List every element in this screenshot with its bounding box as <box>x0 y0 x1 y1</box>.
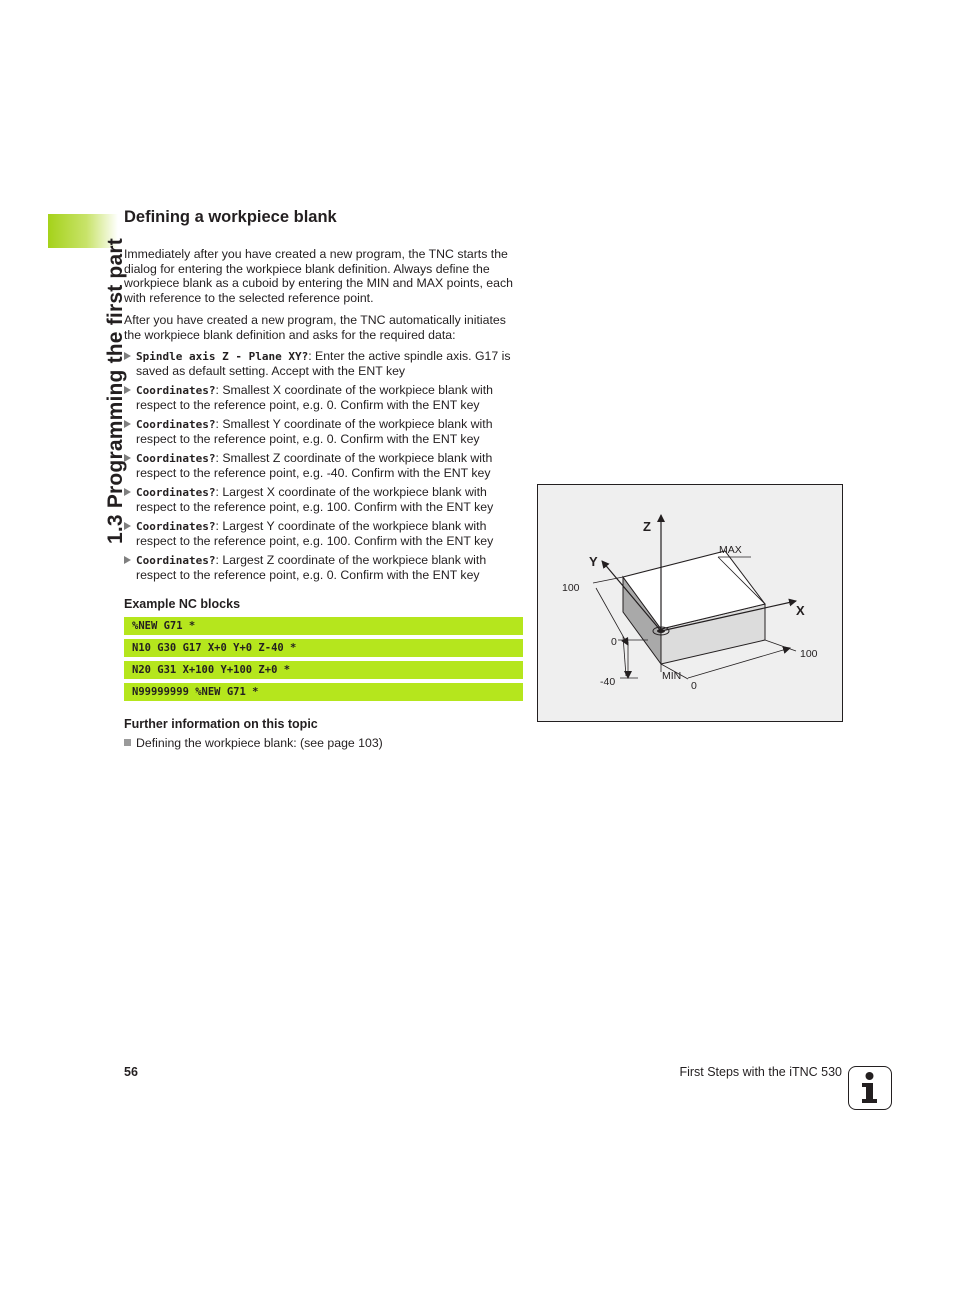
triangle-right-icon <box>124 454 131 462</box>
list-item <box>124 383 524 412</box>
intro-paragraph: Immediately after you have created a new program, the TNC starts the dialog for entering the workpiece blank definition. Always define the workpiece blank as a cuboid by entering the MIN and MAX points, each with reference to the selected reference point. <box>124 247 513 305</box>
x-0-label: 0 <box>691 680 697 692</box>
step-list <box>124 349 524 582</box>
list-item <box>124 519 524 548</box>
x-100-label: 100 <box>800 648 818 660</box>
main-content <box>124 208 524 750</box>
list-item <box>124 417 524 446</box>
workpiece-diagram <box>538 485 842 721</box>
axis-x-label: X <box>796 603 805 618</box>
chapter-sidebar <box>76 214 127 544</box>
further-info-heading: Further information on this topic <box>124 716 318 731</box>
workpiece-blank-figure <box>537 484 843 722</box>
nc-block: N20 G31 X+100 Y+100 Z+0 * <box>124 661 523 679</box>
manual-title: First Steps with the iTNC 530 <box>679 1065 842 1079</box>
nc-block: %NEW G71 * <box>124 617 523 635</box>
y-100-label: 100 <box>562 582 580 594</box>
dialog-prompt: Coordinates? <box>136 519 216 533</box>
triangle-right-icon <box>124 420 131 428</box>
axis-z-label: Z <box>643 519 651 534</box>
nc-block: N99999999 %NEW G71 * <box>124 683 523 701</box>
step-text: : Largest X coordinate of the workpiece blank with respect to the reference point, e.g. 100. Confirm with the ENT key <box>136 484 494 514</box>
dialog-prompt: Coordinates? <box>136 485 216 499</box>
list-item <box>124 485 524 514</box>
min-label: MIN <box>662 670 682 682</box>
step-text: : Smallest X coordinate of the workpiece blank with respect to the reference point, e.g. 0. Confirm with the ENT key <box>136 382 493 412</box>
dialog-prompt: Coordinates? <box>136 383 216 397</box>
step-text: : Smallest Y coordinate of the workpiece blank with respect to the reference point, e.g. 0. Confirm with the ENT key <box>136 416 493 446</box>
list-item <box>124 553 524 582</box>
triangle-right-icon <box>124 556 131 564</box>
list-item[interactable] <box>124 736 524 750</box>
axis-y-label: Y <box>589 554 598 569</box>
nc-block: N10 G30 G17 X+0 Y+0 Z-40 * <box>124 639 523 657</box>
chapter-title: 1.3 Programming the first part <box>104 238 127 544</box>
square-bullet-icon <box>124 739 131 746</box>
z-minus40-label: -40 <box>600 676 616 688</box>
dialog-prompt: Coordinates? <box>136 417 216 431</box>
info-icon <box>848 1066 892 1110</box>
step-text: : Largest Z coordinate of the workpiece blank with respect to the reference point, e.g. 0. Confirm with the ENT key <box>136 552 487 582</box>
triangle-right-icon <box>124 386 131 394</box>
triangle-right-icon <box>124 522 131 530</box>
list-item <box>124 451 524 480</box>
triangle-right-icon <box>124 352 131 360</box>
step-text: : Largest Y coordinate of the workpiece blank with respect to the reference point, e.g. 100. Confirm with the ENT key <box>136 518 494 548</box>
dialog-paragraph: After you have created a new program, the TNC automatically initiates the workpiece blank definition and asks for the required data: <box>124 313 506 342</box>
step-text: : Enter the active spindle axis. G17 is saved as default setting. Accept with the ENT key <box>136 348 511 378</box>
list-item <box>124 349 524 378</box>
step-text: : Smallest Z coordinate of the workpiece blank with respect to the reference point, e.g. -40. Confirm with the ENT key <box>136 450 493 480</box>
z-0-label: 0 <box>611 636 617 648</box>
dialog-prompt: Coordinates? <box>136 553 216 567</box>
page-number: 56 <box>124 1065 138 1079</box>
example-heading: Example NC blocks <box>124 596 241 611</box>
dialog-prompt: Coordinates? <box>136 451 216 465</box>
max-label: MAX <box>719 544 742 556</box>
section-title: Defining a workpiece blank <box>124 208 337 226</box>
cross-reference-link[interactable]: Defining the workpiece blank: (see page 103) <box>136 735 383 750</box>
dialog-prompt: Spindle axis Z - Plane XY? <box>136 349 309 363</box>
triangle-right-icon <box>124 488 131 496</box>
